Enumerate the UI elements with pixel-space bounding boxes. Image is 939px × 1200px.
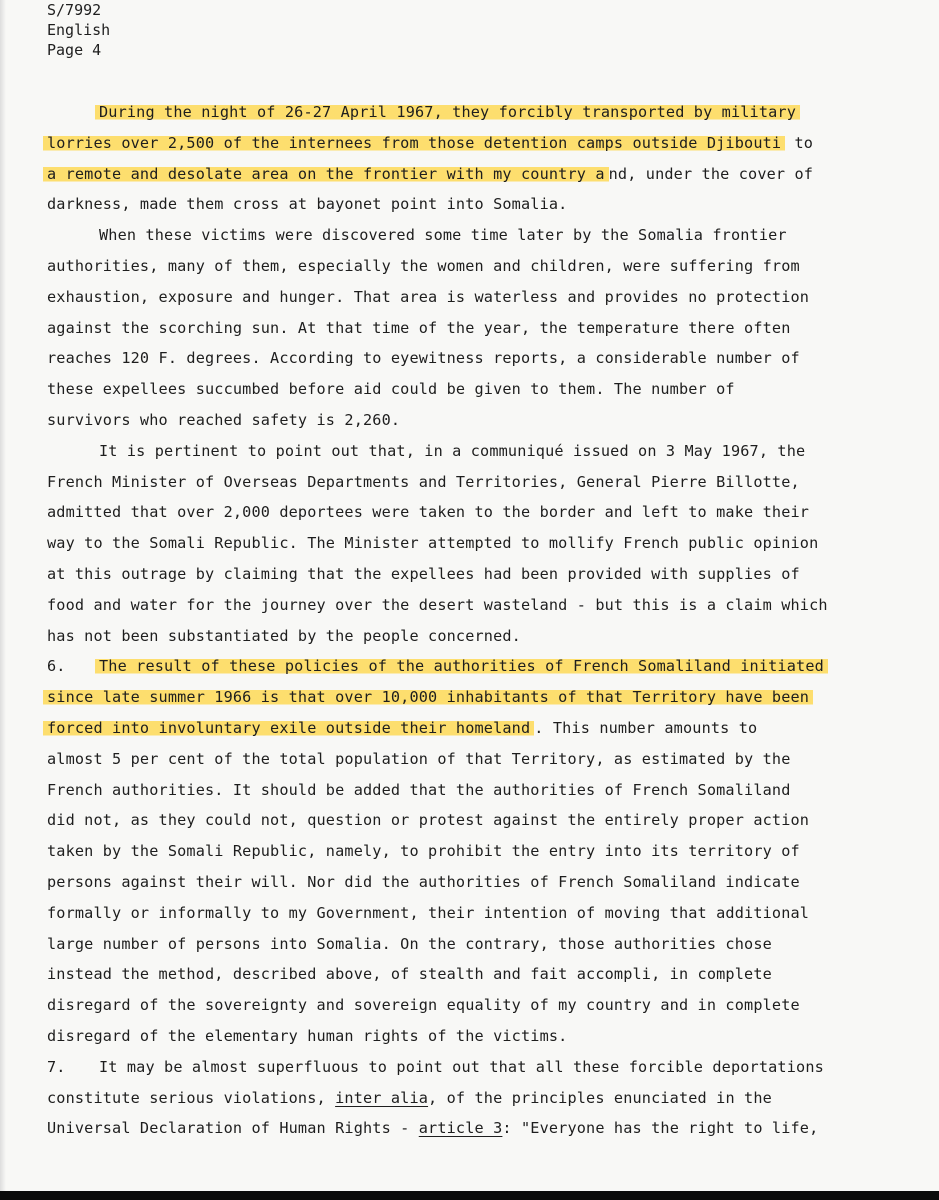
text-line	[47, 159, 907, 190]
highlighted-text: During the night of 26-27 April 1967, they forcibly transported by military	[95, 103, 800, 121]
text-line	[47, 1113, 907, 1144]
text-segment: Universal Declaration of Human Rights -	[47, 1119, 419, 1138]
paragraph-number: 6.	[47, 657, 66, 676]
text-segment: nd, under the cover of	[608, 164, 814, 183]
text-line: did not, as they could not, question or protest against the entirely proper action	[47, 811, 810, 830]
text-line: exhaustion, exposure and hunger. That area is waterless and provides no protection	[47, 287, 810, 306]
text-line: formally or informally to my Government, their intention of moving that additional	[47, 903, 810, 922]
highlighted-text: lorries over 2,500 of the internees from those detention camps outside Djibouti	[43, 134, 785, 152]
text-line: survivors who reached safety is 2,260.	[47, 410, 401, 429]
text-line: has not been substantiated by the people concerned.	[47, 626, 521, 645]
document-symbol: S/7992	[47, 1, 102, 19]
scan-bottom-border	[0, 1191, 939, 1200]
text-line: almost 5 per cent of the total population of that Territory, as estimated by the	[47, 749, 791, 768]
text-line: at this outrage by claiming that the expellees had been provided with supplies of	[47, 564, 800, 583]
text-line	[47, 128, 907, 159]
text-line: against the scorching sun. At that time of the year, the temperature there often	[47, 318, 791, 337]
text-line: taken by the Somali Republic, namely, to prohibit the entry into its territory of	[47, 842, 800, 861]
page-edge-shadow	[0, 0, 6, 1200]
underlined-text: inter alia	[335, 1088, 429, 1107]
text-line: these expellees succumbed before aid could be given to them. The number of	[47, 380, 735, 399]
text-line: French Minister of Overseas Departments and Territories, General Pierre Billotte,	[47, 472, 800, 491]
text-line: When these victims were discovered some time later by the Somalia frontier	[99, 226, 787, 245]
text-line: way to the Somali Republic. The Minister attempted to mollify French public opinion	[47, 534, 819, 553]
highlighted-text: The result of these policies of the authorities of French Somaliland initiated	[95, 657, 828, 675]
document-language: English	[47, 21, 111, 39]
text-segment: constitute serious violations,	[47, 1088, 336, 1107]
highlighted-text: a remote and desolate area on the frontier with my country a	[43, 165, 609, 183]
text-line: disregard of the sovereignty and sovereign equality of my country and in complete	[47, 996, 800, 1015]
text-segment: It may be almost superfluous to point out that all these forcible deportations	[99, 1057, 824, 1076]
underlined-text: article 3	[418, 1119, 503, 1138]
text-line: reaches 120 F. degrees. According to eyewitness reports, a considerable number of	[47, 349, 800, 368]
text-segment: , of the principles enunciated in the	[428, 1088, 772, 1107]
text-line: disregard of the elementary human rights of the victims.	[47, 1026, 568, 1045]
text-segment: to	[785, 133, 814, 152]
highlighted-text: forced into involuntary exile outside their homeland	[43, 719, 534, 737]
text-segment: . This number amounts to	[534, 718, 758, 737]
text-line: It is pertinent to point out that, in a communiqué issued on 3 May 1967, the	[99, 441, 806, 460]
text-line	[47, 1052, 907, 1083]
highlighted-text: since late summer 1966 is that over 10,000 inhabitants of that Territory have been	[43, 688, 813, 706]
text-line: French authorities. It should be added that the authorities of French Somaliland	[47, 780, 791, 799]
text-line	[47, 713, 907, 744]
text-line: food and water for the journey over the desert wasteland - but this is a claim which	[47, 595, 828, 614]
text-line	[47, 651, 907, 682]
text-line	[47, 1083, 907, 1114]
paragraph-number: 7.	[47, 1057, 66, 1076]
text-line: admitted that over 2,000 deportees were taken to the border and left to make their	[47, 503, 810, 522]
text-line	[47, 97, 907, 128]
document-body	[47, 97, 907, 1144]
text-segment: : "Everyone has the right to life,	[502, 1119, 819, 1138]
text-line: persons against their will. Nor did the authorities of French Somaliland indicate	[47, 872, 800, 891]
text-line: authorities, many of them, especially the women and children, were suffering from	[47, 256, 800, 275]
text-line: large number of persons into Somalia. On the contrary, those authorities chose	[47, 934, 772, 953]
text-line	[47, 682, 907, 713]
document-header	[47, 0, 110, 60]
page-number: Page 4	[47, 41, 102, 59]
text-line: instead the method, described above, of stealth and fait accompli, in complete	[47, 965, 772, 984]
text-line: darkness, made them cross at bayonet point into Somalia.	[47, 195, 568, 214]
